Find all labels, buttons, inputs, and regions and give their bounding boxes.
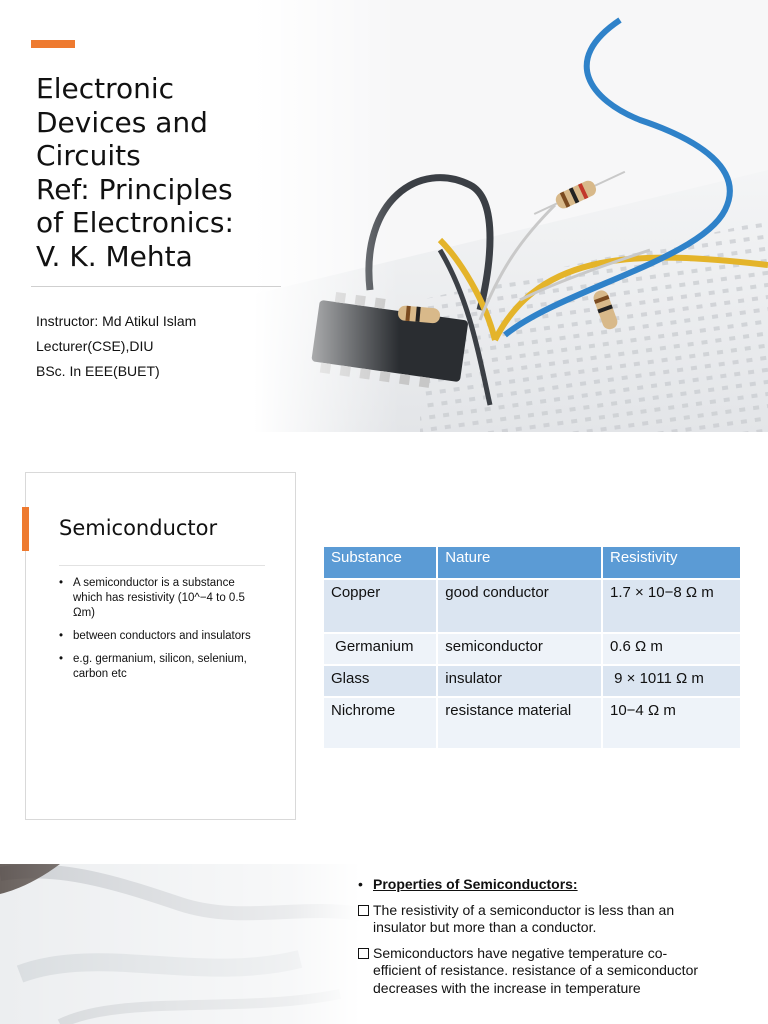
slide-title: Electronic Devices and Circuits Ref: Principles of Electronics: V. K. Mehta bbox=[36, 72, 234, 273]
checkbox-bullet-icon bbox=[358, 905, 369, 916]
table-row bbox=[324, 634, 740, 664]
card-accent-bar bbox=[22, 507, 29, 551]
properties-list bbox=[356, 876, 706, 1005]
semiconductor-slide bbox=[0, 432, 768, 864]
semiconductor-heading: Semiconductor bbox=[59, 516, 218, 540]
table-cell: resistance material bbox=[438, 698, 601, 748]
table-cell: 0.6 Ω m bbox=[603, 634, 740, 664]
list-item: • e.g. germanium, silicon, selenium, carbon etc bbox=[57, 652, 267, 682]
table-cell: Nichrome bbox=[324, 698, 436, 748]
title-divider bbox=[31, 286, 281, 287]
table-cell: 10−4 Ω m bbox=[603, 698, 740, 748]
checkbox-bullet-icon bbox=[358, 948, 369, 959]
table-cell: 1.7 × 10−8 Ω m bbox=[603, 580, 740, 632]
table-cell: semiconductor bbox=[438, 634, 601, 664]
title-accent-bar bbox=[31, 40, 75, 48]
table-header-row bbox=[324, 547, 740, 578]
instructor-line: BSc. In EEE(BUET) bbox=[36, 363, 160, 379]
title-slide bbox=[0, 0, 768, 432]
instructor-line: Lecturer(CSE),DIU bbox=[36, 338, 154, 354]
properties-slide bbox=[0, 864, 768, 1024]
column-header: Resistivity bbox=[603, 547, 740, 578]
properties-heading-text: Properties of Semiconductors: bbox=[373, 876, 578, 892]
semiconductor-bullets bbox=[57, 576, 267, 690]
column-header: Nature bbox=[438, 547, 601, 578]
resistivity-table bbox=[322, 545, 742, 750]
table-row bbox=[324, 580, 740, 632]
table-row bbox=[324, 666, 740, 696]
list-item bbox=[356, 945, 706, 998]
property-text: The resistivity of a semiconductor is less than an insulator but more than a conductor. bbox=[373, 901, 675, 935]
table-cell: good conductor bbox=[438, 580, 601, 632]
column-header: Substance bbox=[324, 547, 436, 578]
list-item: • A semiconductor is a substance which has resistivity (10^−4 to 0.5 Ωm) bbox=[57, 576, 267, 621]
card-divider bbox=[59, 565, 265, 566]
instructor-line: Instructor: Md Atikul Islam bbox=[36, 313, 197, 329]
table-cell: Copper bbox=[324, 580, 436, 632]
properties-heading bbox=[356, 876, 706, 894]
instructor-info bbox=[36, 309, 196, 384]
list-item bbox=[356, 902, 706, 937]
table-cell: 9 × 1011 Ω m bbox=[603, 666, 740, 696]
property-text: Semiconductors have negative temperature co-efficient of resistance. resistance of a semiconductor decreases with the increase in temperature bbox=[373, 944, 699, 996]
table-cell: Glass bbox=[324, 666, 436, 696]
table-row bbox=[324, 698, 740, 748]
list-item: • between conductors and insulators bbox=[57, 629, 267, 644]
table-cell: Germanium bbox=[324, 634, 436, 664]
table-cell: insulator bbox=[438, 666, 601, 696]
